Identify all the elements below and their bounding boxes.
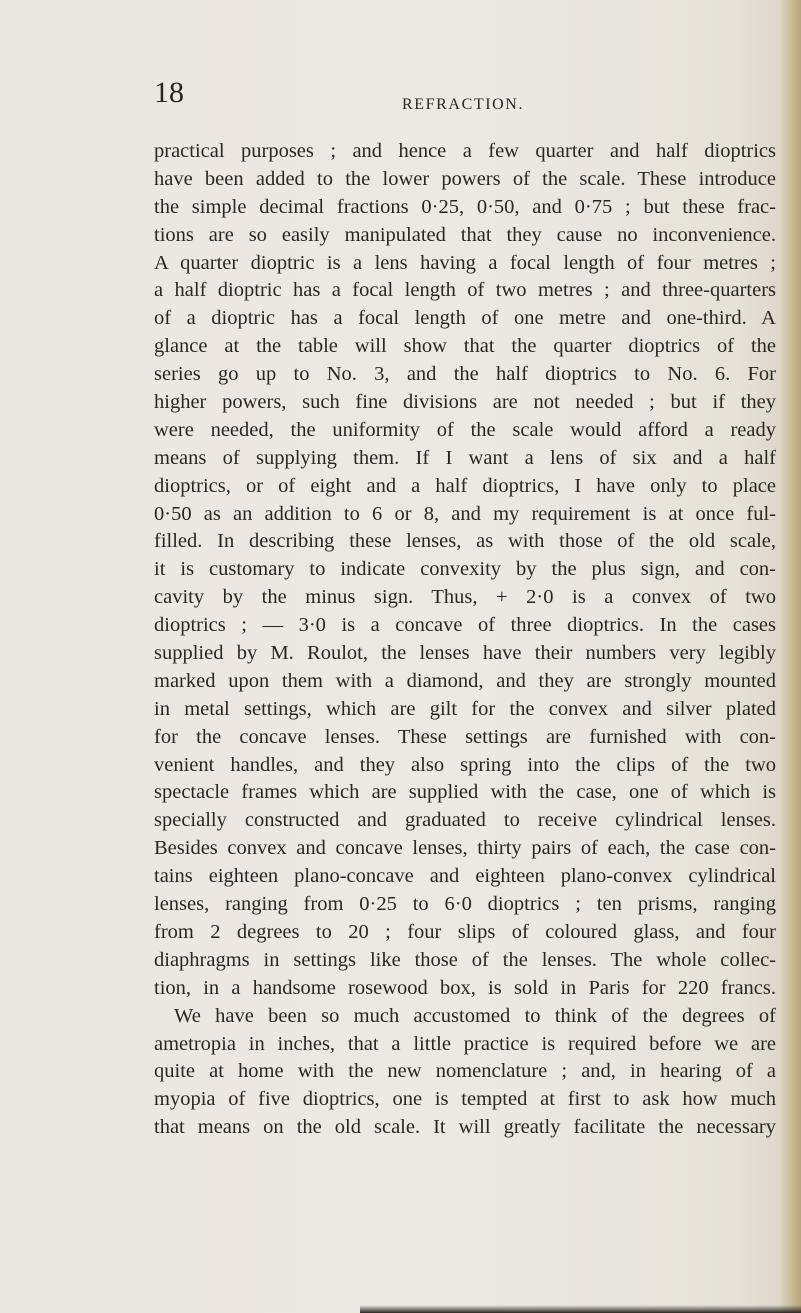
text-line: were needed, the uniformity of the scale would afford a ready [154, 418, 776, 441]
text-line: lenses, ranging from 0·25 to 6·0 dioptrics ; ten prisms, ranging [154, 893, 776, 916]
text-line: quite at home with the new nomenclature ; and, in hearing of a [154, 1060, 776, 1083]
text-line: a half dioptric has a focal length of two metres ; and three-quarters [154, 279, 776, 302]
text-line: tions are so easily manipulated that they cause no inconvenience. [154, 223, 776, 246]
text-line: in metal settings, which are gilt for the convex and silver plated [154, 697, 776, 720]
text-line: diaphragms in settings like those of the lenses. The whole collec- [154, 948, 776, 971]
text-line: practical purposes ; and hence a few quarter and half dioptrics [154, 140, 776, 162]
text-line: dioptrics ; — 3·0 is a concave of three dioptrics. In the cases [154, 614, 776, 637]
text-line: specially constructed and graduated to receive cylindrical lenses. [154, 809, 776, 832]
text-line: tains eighteen plano-concave and eighteen plano-convex cylindrical [154, 865, 776, 888]
text-line: means of supplying them. If I want a lens of six and a half [154, 446, 776, 469]
text-line: We have been so much accustomed to think of the degrees of [174, 1004, 776, 1027]
text-line: that means on the old scale. It will greatly facilitate the necessary [154, 1116, 776, 1139]
text-line: higher powers, such fine divisions are not needed ; but if they [154, 391, 776, 414]
text-line: supplied by M. Roulot, the lenses have their numbers very legibly [154, 642, 776, 665]
running-head: REFRACTION. [402, 96, 525, 113]
page-bottom-shadow [360, 1305, 801, 1313]
text-line: for the concave lenses. These settings are furnished with con- [154, 725, 776, 748]
text-line: the simple decimal fractions 0·25, 0·50, and 0·75 ; but these frac- [154, 195, 776, 218]
page-number: 18 [154, 76, 184, 109]
text-line: filled. In describing these lenses, as with those of the old scale, [154, 530, 776, 553]
page-edge-shadow [779, 0, 801, 1313]
text-line: tion, in a handsome rosewood box, is sold in Paris for 220 francs. [154, 976, 776, 999]
text-line: of a dioptric has a focal length of one metre and one-third. A [154, 307, 776, 330]
text-line: series go up to No. 3, and the half dioptrics to No. 6. For [154, 363, 776, 386]
text-line: it is customary to indicate convexity by the plus sign, and con- [154, 558, 776, 581]
text-line: dioptrics, or of eight and a half dioptrics, I have only to place [154, 474, 776, 497]
text-line: have been added to the lower powers of the scale. These introduce [154, 167, 776, 190]
text-line: myopia of five dioptrics, one is tempted at first to ask how much [154, 1088, 776, 1111]
text-line: cavity by the minus sign. Thus, + 2·0 is a convex of two [154, 586, 776, 609]
text-line: glance at the table will show that the quarter dioptrics of the [154, 335, 776, 358]
body-text [154, 138, 776, 1142]
text-line: spectacle frames which are supplied with the case, one of which is [154, 781, 776, 804]
text-line: venient handles, and they also spring into the clips of the two [154, 753, 776, 776]
text-line: marked upon them with a diamond, and they are strongly mounted [154, 669, 776, 692]
text-line: ametropia in inches, that a little practice is required before we are [154, 1032, 776, 1055]
text-line: Besides convex and concave lenses, thirty pairs of each, the case con- [154, 837, 776, 860]
text-line: from 2 degrees to 20 ; four slips of coloured glass, and four [154, 920, 776, 943]
text-line: A quarter dioptric is a lens having a focal length of four metres ; [154, 251, 776, 274]
text-line: 0·50 as an addition to 6 or 8, and my requirement is at once ful- [154, 502, 776, 525]
